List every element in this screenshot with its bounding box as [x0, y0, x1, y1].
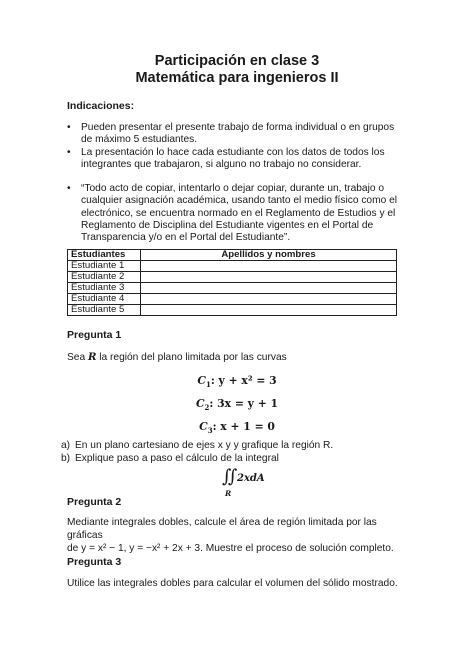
student-name-cell[interactable]	[141, 305, 397, 316]
curve-expression: : 3x = y + 1	[209, 397, 279, 410]
curve-equation-c1	[0, 374, 474, 389]
curve-equation-c2	[0, 397, 474, 412]
curve-subscript: 1	[205, 380, 211, 390]
indicaciones-label: Indicaciones:	[67, 100, 135, 112]
header-estudiantes: Estudiantes	[68, 250, 141, 261]
student-name-cell[interactable]	[141, 283, 397, 294]
question-3-text: Utilice las integrales dobles para calcular el volumen del sólido mostrado.	[67, 578, 398, 589]
header-apellidos: Apellidos y nombres	[141, 250, 397, 261]
question-1-heading: Pregunta 1	[67, 329, 122, 341]
part-label: a)	[61, 440, 71, 451]
integral-sign: ∬	[222, 466, 233, 487]
bullet-icon: •	[67, 122, 71, 133]
student-name-cell[interactable]	[141, 294, 397, 305]
list-item	[67, 147, 397, 172]
double-integral	[222, 468, 282, 500]
bullet-icon: •	[67, 183, 71, 195]
table-row	[68, 261, 397, 272]
document-subtitle: Matemática para ingenieros II	[135, 70, 339, 86]
student-name-cell[interactable]	[141, 261, 397, 272]
curve-name: C	[199, 420, 208, 433]
table-row	[68, 305, 397, 316]
list-item	[61, 440, 401, 453]
list-item	[61, 453, 401, 466]
table-row	[68, 283, 397, 294]
curve-equation-c3	[0, 420, 474, 435]
list-item	[67, 183, 397, 244]
curve-expression: : x + 1 = 0	[212, 420, 275, 433]
part-text: Explique paso a paso el cálculo de la integral	[75, 452, 279, 464]
integral-region: R	[225, 489, 232, 498]
part-label: b)	[61, 452, 71, 464]
curve-name: C	[197, 374, 206, 387]
bullet-text: Pueden presentar el presente trabajo de forma individual o en grupos de máximo 5 estudiantes.	[81, 122, 395, 146]
student-label: Estudiante 2	[68, 272, 141, 283]
intro-text: la región del plano limitada por las curvas	[96, 352, 287, 363]
bullet-text: La presentación lo hace cada estudiante con los datos de todos los integrantes que trabajaron, si alguno no trabajo no considerar.	[81, 146, 385, 170]
bullet-text: “Todo acto de copiar, intentarlo o dejar copiar, durante un, trabajo o cualquier asignación académica, usando tanto el medio físico como el electrónico, se encuentra normado en el Reglamento de Estudios y el Reglamento de Disciplina del Estudiante vigentes en el Portal de Transparencia y/o en el Portal del Estudiante”.	[81, 183, 397, 244]
indicaciones-list	[67, 122, 397, 245]
curve-name: C	[195, 397, 205, 410]
table-row	[68, 294, 397, 305]
question-2-line: Mediante integrales dobles, calcule el área de región limitada por las gráficas	[67, 517, 377, 541]
student-label: Estudiante 5	[68, 305, 141, 316]
table-header-row	[68, 250, 397, 261]
table-row	[68, 272, 397, 283]
curve-subscript: 2	[204, 403, 210, 413]
bullet-icon: •	[67, 146, 71, 158]
question-1-intro	[67, 351, 402, 364]
curve-subscript: 3	[207, 426, 213, 436]
question-2-text	[67, 516, 402, 555]
region-variable: R	[87, 351, 97, 363]
curve-expression: : y + x² = 3	[210, 374, 277, 387]
student-label: Estudiante 1	[68, 261, 141, 272]
part-text: En un plano cartesiano de ejes x y y grafique la región R.	[75, 440, 334, 451]
student-label: Estudiante 4	[68, 294, 141, 305]
student-name-cell[interactable]	[141, 272, 397, 283]
question-1-parts	[61, 440, 401, 465]
students-table	[67, 249, 397, 316]
question-2-line: de y = x² − 1, y = −x² + 2x + 3. Muestre el proceso de solución completo.	[67, 543, 394, 554]
integrand: 2xdA	[237, 473, 265, 484]
question-3-heading: Pregunta 3	[67, 556, 122, 568]
intro-text: Sea	[67, 352, 88, 363]
list-item	[67, 122, 397, 147]
question-2-heading: Pregunta 2	[67, 496, 122, 508]
document-title: Participación en clase 3	[154, 53, 320, 69]
student-label: Estudiante 3	[68, 283, 141, 294]
